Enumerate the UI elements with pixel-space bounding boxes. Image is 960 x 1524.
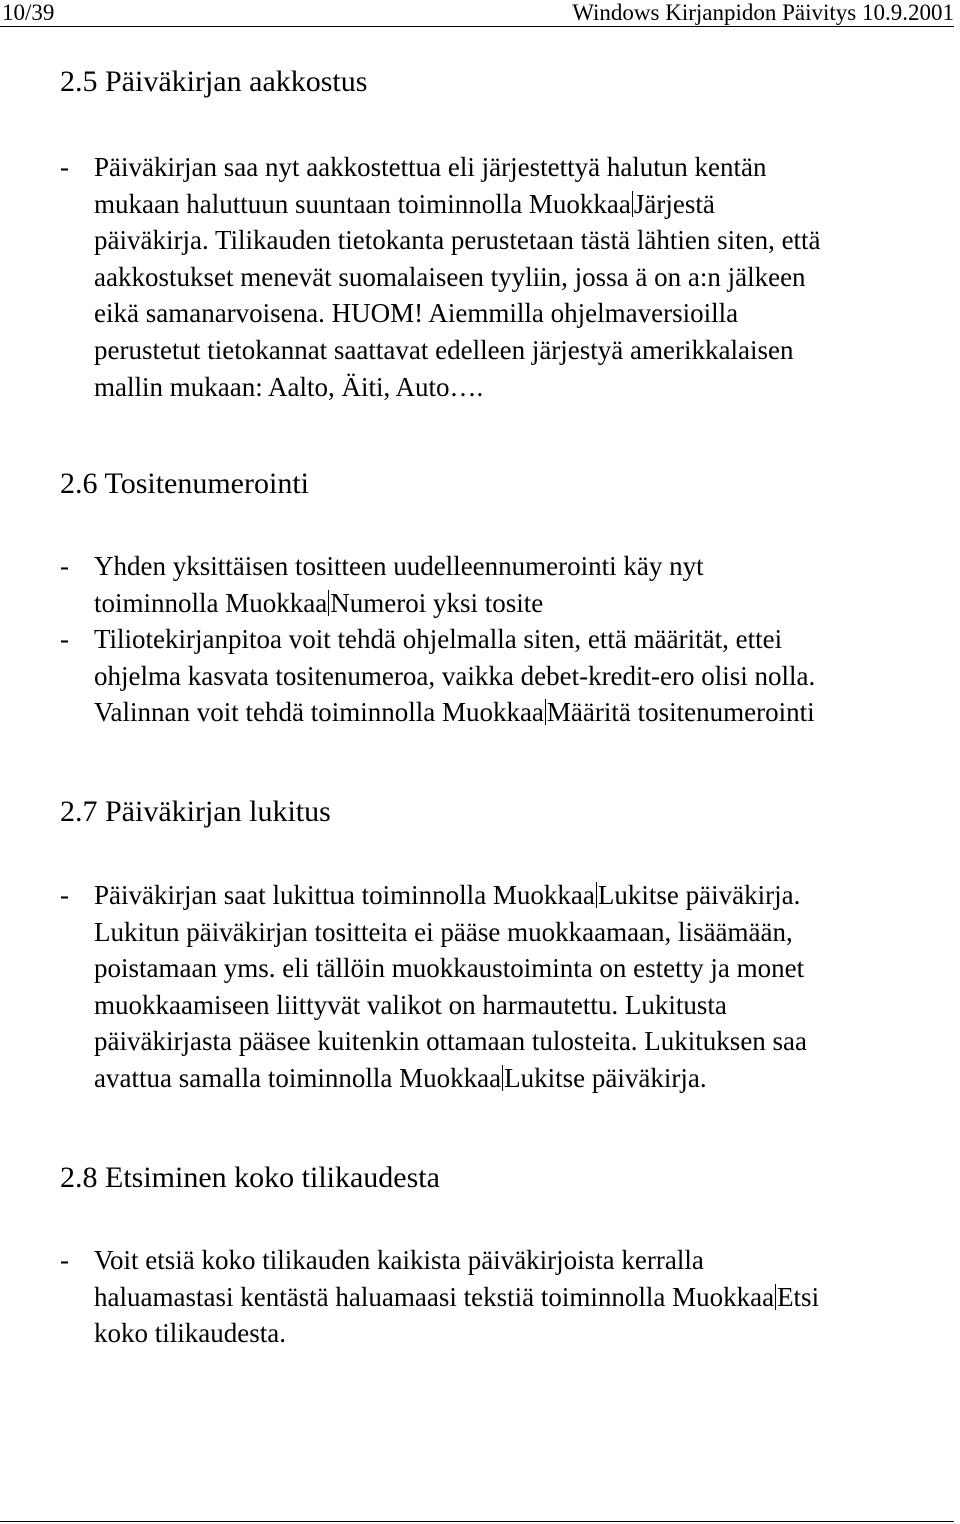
bullet-dash: - [60, 880, 69, 910]
menu-separator [775, 1284, 776, 1310]
text-line [94, 1060, 944, 1097]
text-line: poistamaan yms. eli tällöin muokkaustoiminta on estetty ja monet [94, 953, 805, 984]
menu-separator [596, 882, 597, 908]
text-part: Järjestä [633, 188, 715, 219]
text-line: Tiliotekirjanpitoa voit tehdä ohjelmalla siten, että määrität, ettei [94, 624, 783, 654]
text-part: Etsi [777, 1281, 820, 1312]
text-part: toiminnolla Muokkaa [94, 587, 328, 618]
header-rule [0, 26, 954, 27]
bullet-text [94, 149, 944, 405]
text-line: mallin mukaan: Aalto, Äiti, Auto…. [94, 371, 484, 402]
text-part: avattua samalla toiminnolla Muokkaa [94, 1062, 502, 1093]
menu-separator [545, 699, 546, 725]
text-part: Lukitse päiväkirja. [504, 1062, 707, 1093]
section-heading-2-7: 2.7 Päiväkirjan lukitus [60, 795, 331, 828]
text-line: muokkaamiseen liittyvät valikot on harmautettu. Lukitusta [94, 989, 727, 1020]
menu-separator [502, 1065, 503, 1091]
text-line: eikä samanarvoisena. HUOM! Aiemmilla ohjelmaversioilla [94, 298, 739, 329]
text-line: Yhden yksittäisen tositteen uudelleennumerointi käy nyt [94, 551, 704, 581]
text-line [94, 694, 944, 731]
bullet-text [94, 1242, 944, 1352]
text-part: haluamastasi kentästä haluamaasi tekstiä toiminnolla Muokkaa [94, 1281, 775, 1312]
text-line: päiväkirjasta pääsee kuitenkin ottamaan tulosteita. Lukituksen saa [94, 1026, 808, 1057]
text-part: Määritä tositenumerointi [546, 697, 815, 728]
text-part: Päiväkirjan saat lukittua toiminnolla Muokkaa [94, 880, 595, 910]
bullet-dash: - [60, 152, 69, 182]
text-part: Numeroi yksi tosite [330, 587, 544, 618]
bullet-dash: - [60, 624, 69, 654]
bullet-text [94, 621, 944, 731]
text-part: Valinnan voit tehdä toiminnolla Muokkaa [94, 697, 544, 728]
text-line: Voit etsiä koko tilikauden kaikista päiväkirjoista kerralla [94, 1245, 704, 1275]
text-line [94, 585, 944, 622]
text-line: Lukitun päiväkirjan tositteita ei pääse muokkaamaan, lisäämään, [94, 916, 793, 947]
page-number: 10/39 [2, 0, 55, 25]
text-line [94, 877, 944, 914]
bullet-text [94, 548, 944, 621]
text-part: Lukitse päiväkirja. [597, 880, 801, 910]
menu-separator [632, 191, 633, 217]
section-heading-2-8: 2.8 Etsiminen koko tilikaudesta [60, 1161, 440, 1194]
text-part: mukaan haluttuun suuntaan toiminnolla Muokkaa [94, 188, 631, 219]
section-heading-2-5: 2.5 Päiväkirjan aakkostus [60, 65, 368, 98]
bullet-dash: - [60, 551, 69, 581]
bullet-dash: - [60, 1245, 69, 1275]
footer-rule [0, 1521, 954, 1522]
text-line [94, 1279, 944, 1316]
text-line: perustetut tietokannat saattavat edelleen järjestyä amerikkalaisen [94, 334, 794, 365]
text-line: ohjelma kasvata tositenumeroa, vaikka debet-kredit-ero olisi nolla. [94, 660, 816, 691]
text-line: koko tilikaudesta. [94, 1318, 286, 1349]
section-heading-2-6: 2.6 Tositenumerointi [60, 467, 309, 500]
text-line: aakkostukset menevät suomalaiseen tyyliin, jossa ä on a:n jälkeen [94, 261, 806, 292]
text-line: päiväkirja. Tilikauden tietokanta perustetaan tästä lähtien siten, että [94, 225, 821, 256]
bullet-text [94, 877, 944, 1097]
text-line [94, 186, 944, 223]
text-line: Päiväkirjan saa nyt aakkostettua eli järjestettyä halutun kentän [94, 152, 767, 182]
page-header [0, 0, 954, 26]
document-title: Windows Kirjanpidon Päivitys 10.9.2001 [572, 0, 954, 25]
